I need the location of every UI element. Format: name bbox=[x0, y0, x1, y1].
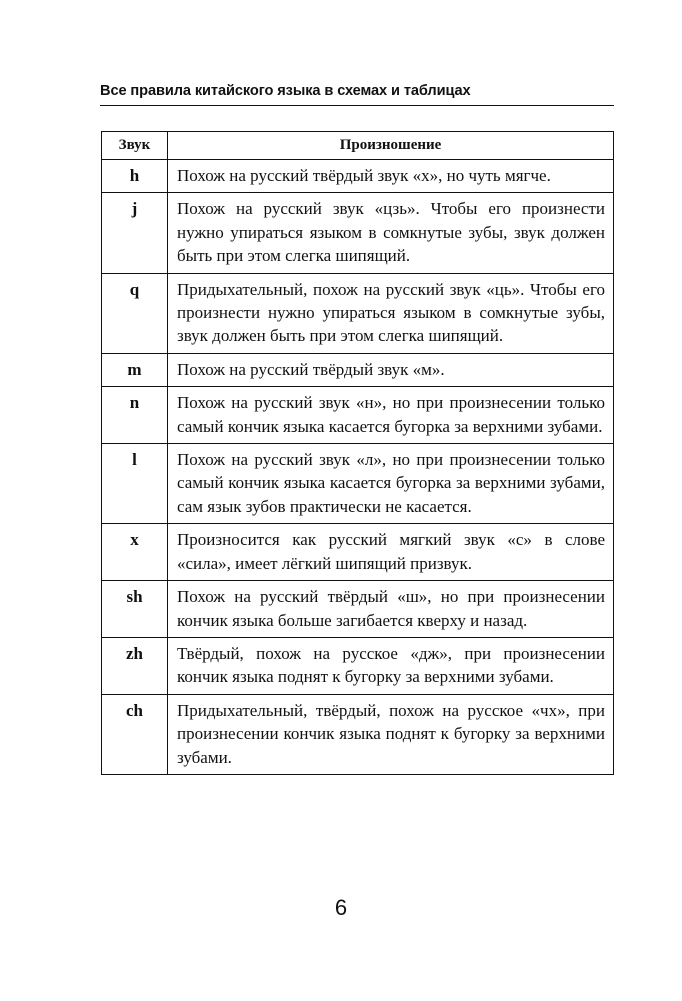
header-rule bbox=[100, 105, 614, 106]
sound-cell: m bbox=[102, 353, 168, 386]
pronunciation-cell: Похож на русский твёрдый звук «х», но чуть мягче. bbox=[168, 160, 614, 193]
table-row bbox=[102, 273, 614, 353]
column-header-sound: Звук bbox=[102, 132, 168, 160]
table-row bbox=[102, 160, 614, 193]
sound-cell: q bbox=[102, 273, 168, 353]
pronunciation-cell: Произносится как русский мягкий звук «с» в слове «сила», имеет лёгкий шипящий призвук. bbox=[168, 524, 614, 581]
sound-cell: x bbox=[102, 524, 168, 581]
table-row bbox=[102, 637, 614, 694]
sound-cell: ch bbox=[102, 694, 168, 774]
pronunciation-cell: Твёрдый, похож на русское «дж», при произнесении кончик языка поднят к бугорку за верхними зубами. bbox=[168, 637, 614, 694]
table-row bbox=[102, 694, 614, 774]
pronunciation-cell: Похож на русский звук «цзь». Чтобы его произнести нужно упираться языком в сомкнутые зубы, звук должен быть при этом слегка шипящий. bbox=[168, 193, 614, 273]
pronunciation-cell: Похож на русский звук «л», но при произнесении только самый кончик языка касается бугорка за верхними зубами, сам язык зубов практически не касается. bbox=[168, 444, 614, 524]
table-row bbox=[102, 524, 614, 581]
pronunciation-cell: Похож на русский твёрдый звук «м». bbox=[168, 353, 614, 386]
sound-cell: l bbox=[102, 444, 168, 524]
table-row bbox=[102, 353, 614, 386]
sound-cell: sh bbox=[102, 581, 168, 638]
table-row bbox=[102, 193, 614, 273]
pronunciation-cell: Похож на русский звук «н», но при произнесении только самый кончик языка касается бугорка за верхними зубами. bbox=[168, 387, 614, 444]
table-row bbox=[102, 581, 614, 638]
sound-cell: zh bbox=[102, 637, 168, 694]
pronunciation-cell: Похож на русский твёрдый «ш», но при произнесении кончик языка больше загибается кверху и назад. bbox=[168, 581, 614, 638]
page-number: 6 bbox=[334, 895, 348, 920]
table-row bbox=[102, 444, 614, 524]
pronunciation-table bbox=[101, 131, 614, 775]
column-header-pronunciation: Произношение bbox=[168, 132, 614, 160]
sound-cell: n bbox=[102, 387, 168, 444]
table-row bbox=[102, 387, 614, 444]
sound-cell: h bbox=[102, 160, 168, 193]
pronunciation-cell: Придыхательный, похож на русский звук «ць». Чтобы его произнести нужно упираться языком в сомкнутые зубы, звук должен быть при этом слегка шипящий. bbox=[168, 273, 614, 353]
sound-cell: j bbox=[102, 193, 168, 273]
running-title: Все правила китайского языка в схемах и таблицах bbox=[100, 83, 471, 99]
table-header-row bbox=[102, 132, 614, 160]
pronunciation-cell: Придыхательный, твёрдый, похож на русское «чх», при произнесении кончик языка поднят к бугорку за верхними зубами. bbox=[168, 694, 614, 774]
